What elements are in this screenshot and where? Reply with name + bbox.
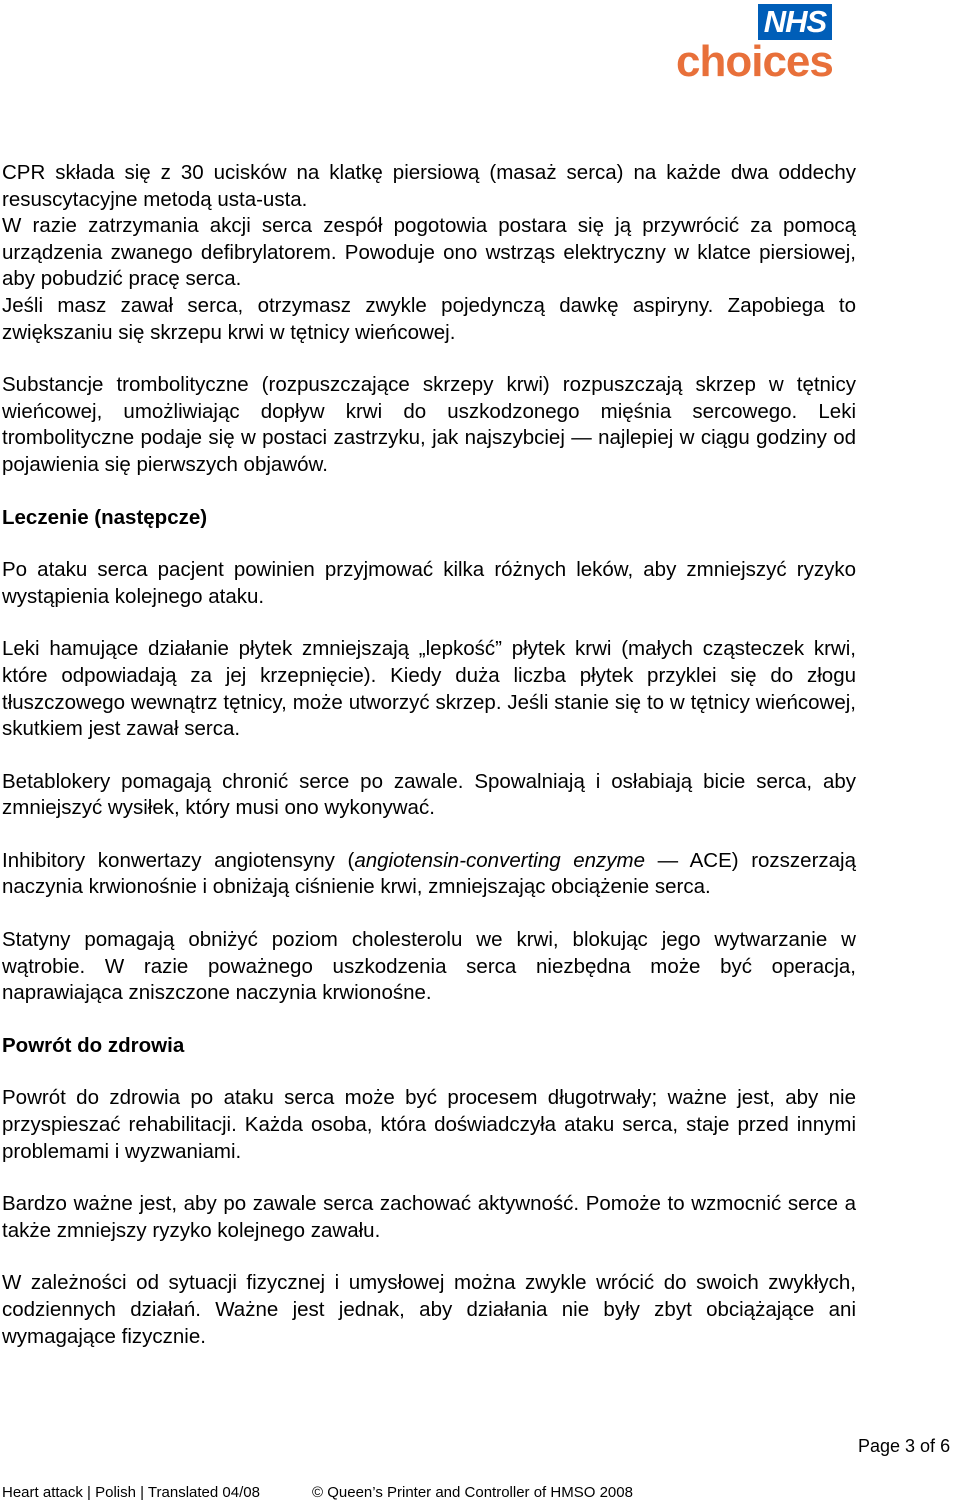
paragraph-medication: Po ataku serca pacjent powinien przyjmować kilka różnych leków, aby zmniejszyć ryzyko wystąpienia kolejnego ataku.: [2, 558, 856, 608]
heading-recovery: Powrót do zdrowia: [2, 1033, 185, 1057]
paragraph-activity: Bardzo ważne jest, aby po zawale serca zachować aktywność. Pomoże to wzmocnić serce a także zmniejszy ryzyko kolejnego zawału.: [2, 1192, 856, 1242]
paragraph-ace-inhibitors: [2, 848, 856, 901]
paragraph-thrombolytics: Substancje trombolityczne (rozpuszczające skrzepy krwi) rozpuszczają skrzep w tętnicy wieńcowej, umożliwiając dopływ krwi do uszkodzonego mięśnia sercowego. Leki trombolityczne podaje się w postaci zastrzyku, jak najszybciej — najlepiej w ciągu godziny od pojawienia się pierwszych objawów.: [2, 373, 856, 476]
ace-text-pre: Inhibitory konwertazy angiotensyny (: [2, 848, 355, 872]
nhs-choices-logo: [676, 4, 832, 84]
document-body: [2, 160, 856, 1376]
heading-treatment: Leczenie (następcze): [2, 505, 208, 529]
footer-copyright: © Queen’s Printer and Controller of HMSO 2008: [312, 1484, 633, 1501]
choices-wordmark: choices: [676, 37, 833, 86]
paragraph-defibrillator: W razie zatrzymania akcji serca zespół pogotowia postara się ją przywrócić za pomocą urządzenia zwanego defibrylatorem. Powoduje ono wstrząs elektryczny w klatce piersiowej, aby pobudzić pracę serca.: [2, 214, 856, 291]
footer-left: Heart attack | Polish | Translated 04/08: [2, 1484, 260, 1501]
paragraph-recovery: Powrót do zdrowia po ataku serca może być procesem długotrwały; ważne jest, aby nie przyspieszać rehabilitacji. Każda osoba, która doświadczyła ataku serca, staje przed innymi problemami i wyzwaniami.: [2, 1086, 856, 1163]
paragraph-beta-blockers: Betablokery pomagają chronić serce po zawale. Spowalniają i osłabiają bicie serca, aby zmniejszyć wysiłek, który musi ono wykonywać.: [2, 769, 856, 820]
paragraph-statins: Statyny pomagają obniżyć poziom cholesterolu we krwi, blokując jego wytwarzanie w wątrobie. W razie poważnego uszkodzenia serca niezbędna może być operacja, naprawiająca zniszczone naczynia krwionośne.: [2, 928, 856, 1005]
ace-text-italic: angiotensin-converting enzyme: [354, 848, 646, 872]
paragraph-daily-activities: W zależności od sytuacji fizycznej i umysłowej można zwykle wrócić do swoich zwykłych, codziennych działań. Ważne jest jednak, aby działania nie były zbyt obciążające ani wymagające fizycznie.: [2, 1271, 856, 1348]
paragraph-antiplatelets: Leki hamujące działanie płytek zmniejszają „lepkość” płytek krwi (małych cząsteczek krwi, które odpowiadają za jej krzepnięcie). Kiedy duża liczba płytek przyklei się do złogu tłuszczowego wewnątrz tętnicy, może utworzyć skrzep. Jeśli stanie się to w tętnicy wieńcowej, skutkiem jest zawał serca.: [2, 637, 856, 741]
paragraph-cpr: CPR składa się z 30 ucisków na klatkę piersiową (masaż serca) na każde dwa oddechy resuscytacyjne metodą usta-usta.: [2, 161, 856, 211]
page-number: Page 3 of 6: [858, 1436, 951, 1456]
ace-text-post: — ACE) rozszerzają naczynia krwionośnie i obniżają ciśnienie krwi, zmniejszając obciążenie serca.: [2, 848, 857, 899]
paragraph-aspirin: Jeśli masz zawał serca, otrzymasz zwykle pojedynczą dawkę aspiryny. Zapobiega to zwiększaniu się skrzepu krwi w tętnicy wieńcowej.: [2, 293, 856, 344]
nhs-logo-box: NHS: [758, 4, 832, 40]
